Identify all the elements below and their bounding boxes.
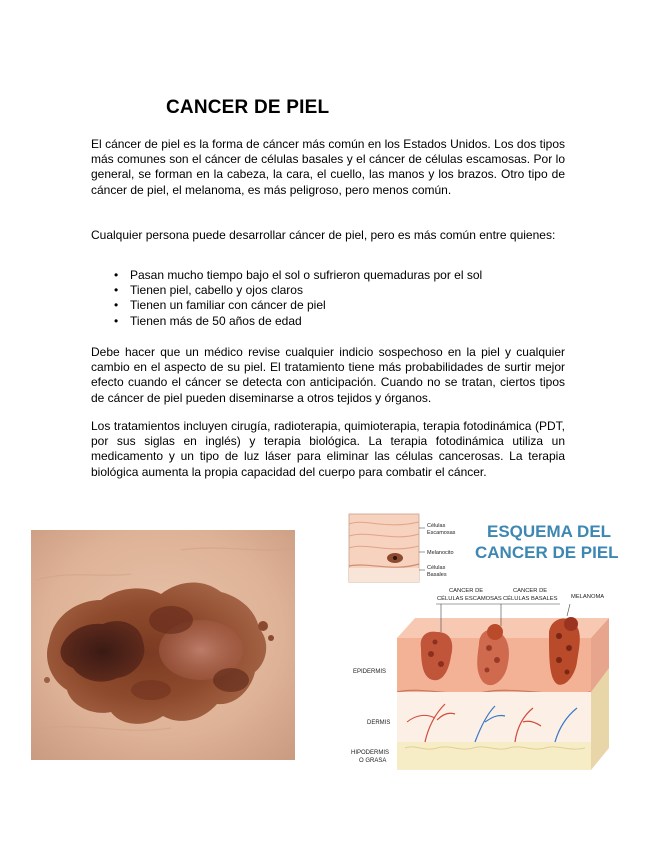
- layer-label-hipodermis-2: O GRASA: [359, 758, 387, 764]
- paragraph-intro: El cáncer de piel es la forma de cáncer más común en los Estados Unidos. Los dos tipos más comunes son el cáncer de células basales y el cáncer de células escamosas. Por lo general, se forman en la cabeza, la cara, el cuello, las manos y los brazos. Otro tipo de cáncer de piel, el melanoma, es más peligroso, pero menos común.: [91, 137, 565, 197]
- list-item: [91, 298, 565, 313]
- bullet-icon: •: [114, 268, 119, 282]
- list-item: [91, 268, 565, 283]
- label-escamosas: CANCER DE: [449, 588, 484, 594]
- paragraph-checkup: Debe hacer que un médico revise cualquier indicio sospechoso en la piel y cualquier cambio en el aspecto de su piel. El tratamiento tiene más probabilidades de surtir mejor efecto cuando el cáncer se detecta con anticipación. Cuando no se tratan, ciertos tipos de cáncer de piel pueden diseminarse a otros tejidos y órganos.: [91, 345, 565, 405]
- label-basales-2: CÉLULAS BASALES: [503, 596, 558, 602]
- paragraph-risk: Cualquier persona puede desarrollar cáncer de piel, pero es más común entre quienes:: [91, 228, 556, 242]
- inset-label-basales: Células: [427, 565, 446, 571]
- layer-label-dermis: DERMIS: [367, 720, 391, 726]
- inset-label-escamosas: Células: [427, 523, 446, 529]
- inset-label-escamosas-2: Escamosas: [427, 530, 456, 536]
- list-item: [91, 314, 565, 329]
- layer-label-epidermis: EPIDERMIS: [353, 669, 387, 675]
- diagram-title-1: ESQUEMA DEL: [487, 522, 612, 541]
- bullet-icon: •: [114, 313, 119, 328]
- paragraph-treatments: Los tratamientos incluyen cirugía, radioterapia, quimioterapia, terapia fotodinámica (PDT, por sus siglas en inglés) y terapia biológica. La terapia fotodinámica utiliza un medicamento y un tipo de luz láser para eliminar las células cancerosas. La terapia biológica aumenta la propia capacidad del cuerpo para combatir el cáncer.: [91, 419, 565, 479]
- melanoma-photo-image: [31, 530, 295, 760]
- layer-label-hipodermis: HIPODERMIS: [351, 750, 390, 756]
- bullet-icon: •: [114, 283, 119, 298]
- label-basales: CANCER DE: [513, 588, 548, 594]
- inset-label-melanocito: Melanocito: [427, 550, 454, 556]
- list-item-text: Tienen un familiar con cáncer de piel: [130, 298, 326, 313]
- list-item-text: Pasan mucho tiempo bajo el sol o sufrieron quemaduras por el sol: [130, 268, 483, 282]
- skin-cancer-diagram: [345, 508, 620, 773]
- page-title: CANCER DE PIEL: [166, 97, 330, 118]
- cell-inset: [349, 514, 456, 582]
- melanoma-photo: [31, 530, 295, 760]
- list-item: [91, 283, 565, 298]
- label-melanoma: MELANOMA: [571, 594, 605, 600]
- risk-factor-list: [91, 268, 565, 329]
- diagram-title-2: CANCER DE PIEL: [475, 543, 619, 562]
- inset-label-basales-2: Basales: [427, 572, 447, 578]
- list-item-text: Tienen piel, cabello y ojos claros: [130, 283, 303, 298]
- bullet-icon: •: [114, 298, 119, 313]
- label-escamosas-2: CÉLULAS ESCAMOSAS: [437, 596, 502, 602]
- list-item-text: Tienen más de 50 años de edad: [130, 313, 302, 328]
- skin-cancer-diagram-graphic: [345, 508, 620, 773]
